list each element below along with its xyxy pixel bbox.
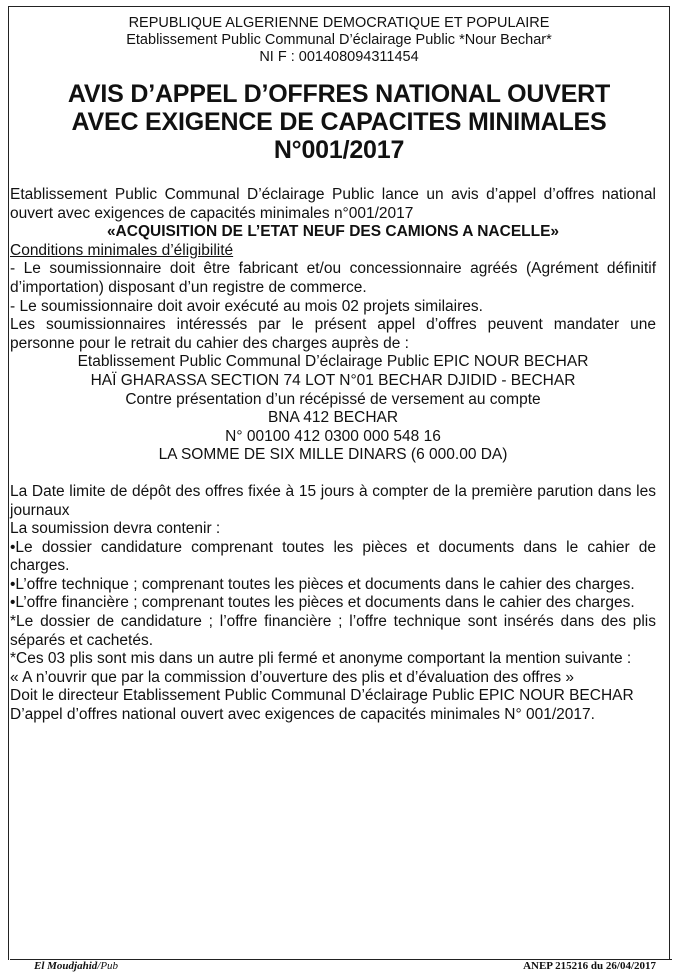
contents-heading: La soumission devra contenir : (10, 520, 221, 538)
title-line-2: AVEC EXIGENCE DE CAPACITES MINIMALES (71, 108, 607, 136)
director-line: Doit le directeur Etablissement Public Communal D’éclairage Public EPIC NOUR BECHAR (10, 687, 634, 705)
address-line-1: Etablissement Public Communal D’éclairage Public EPIC NOUR BECHAR (77, 353, 589, 371)
contents-item-1: •Le dossier candidature comprenant toutes les pièces et documents dans le cahier de charges. (10, 538, 656, 575)
nif-line: NI F : 001408094311454 (259, 49, 419, 65)
spacer (10, 465, 656, 483)
conditions-heading: Conditions minimales d’éligibilité (10, 241, 234, 259)
address-line-2: HAÏ GHARASSA SECTION 74 LOT N°01 BECHAR DJIDID - BECHAR (90, 371, 576, 389)
anep-reference: ANEP 215216 du 26/04/2017 (523, 960, 656, 972)
contents-item-4: *Le dossier de candidature ; l’offre financière ; l’offre technique sont insérés dans des plis séparés et cachetés. (10, 613, 656, 649)
publication-section: /Pub (97, 960, 119, 972)
contents-item-2: •L’offre technique ; comprenant toutes les pièces et documents dans le cahier des charges. (10, 575, 635, 593)
address-line-3: Contre présentation d’un récépissé de versement au compte (125, 390, 541, 408)
publication-title: El Moudjahid (34, 960, 98, 972)
address-line-5: N° 00100 412 0300 000 548 16 (225, 427, 441, 445)
address-line-6: LA SOMME DE SIX MILLE DINARS (6 000.00 DA) (158, 446, 508, 464)
notice-body (10, 186, 656, 725)
page-title (9, 80, 669, 164)
republic-line: REPUBLIQUE ALGERIENNE DEMOCRATIQUE ET POPULAIRE (128, 15, 550, 31)
deadline-paragraph: La Date limite de dépôt des offres fixée à 15 jours à compter de la première parution dans les journaux (10, 482, 656, 519)
contents-item-3: •L’offre financière ; comprenant toutes les pièces et documents dans le cahier des charges. (10, 594, 635, 612)
mention-text: « A n’ouvrir que par la commission d’ouverture des plis et d’évaluation des offres » (10, 668, 575, 686)
header (9, 15, 669, 66)
address-line-4: BNA 412 BECHAR (267, 409, 399, 427)
contents-item-5: *Ces 03 plis sont mis dans un autre pli fermé et anonyme comportant la mention suivante : (10, 650, 632, 668)
condition-2: - Le soumissionnaire doit avoir exécuté au mois 02 projets similaires. (10, 297, 483, 315)
intro-paragraph: Etablissement Public Communal D’éclairage Public lance un avis d’appel d’offres national ouvert avec exigences de capacités minimales n°001/2017 (10, 186, 656, 222)
publication-name (34, 960, 118, 972)
footer (0, 958, 680, 976)
institution-line: Etablissement Public Communal D’éclairage Public *Nour Bechar* (126, 32, 552, 48)
title-line-3: N°001/2017 (273, 136, 405, 164)
mandate-paragraph: Les soumissionnaires intéressés par le présent appel d’offres peuvent mandater une personne pour le retrait du cahier des charges auprès de : (10, 316, 656, 352)
closing-line: D’appel d’offres national ouvert avec exigences de capacités minimales N° 001/2017. (10, 706, 595, 724)
title-line-1: AVIS D’APPEL D’OFFRES NATIONAL OUVERT (67, 80, 611, 108)
condition-1: - Le soumissionnaire doit être fabricant et/ou concessionnaire agréés (Agrément définitif d’importation) disposant d’un registre de commerce. (10, 260, 656, 296)
object-line: «ACQUISITION DE L’ETAT NEUF DES CAMIONS A NACELLE» (106, 223, 560, 241)
